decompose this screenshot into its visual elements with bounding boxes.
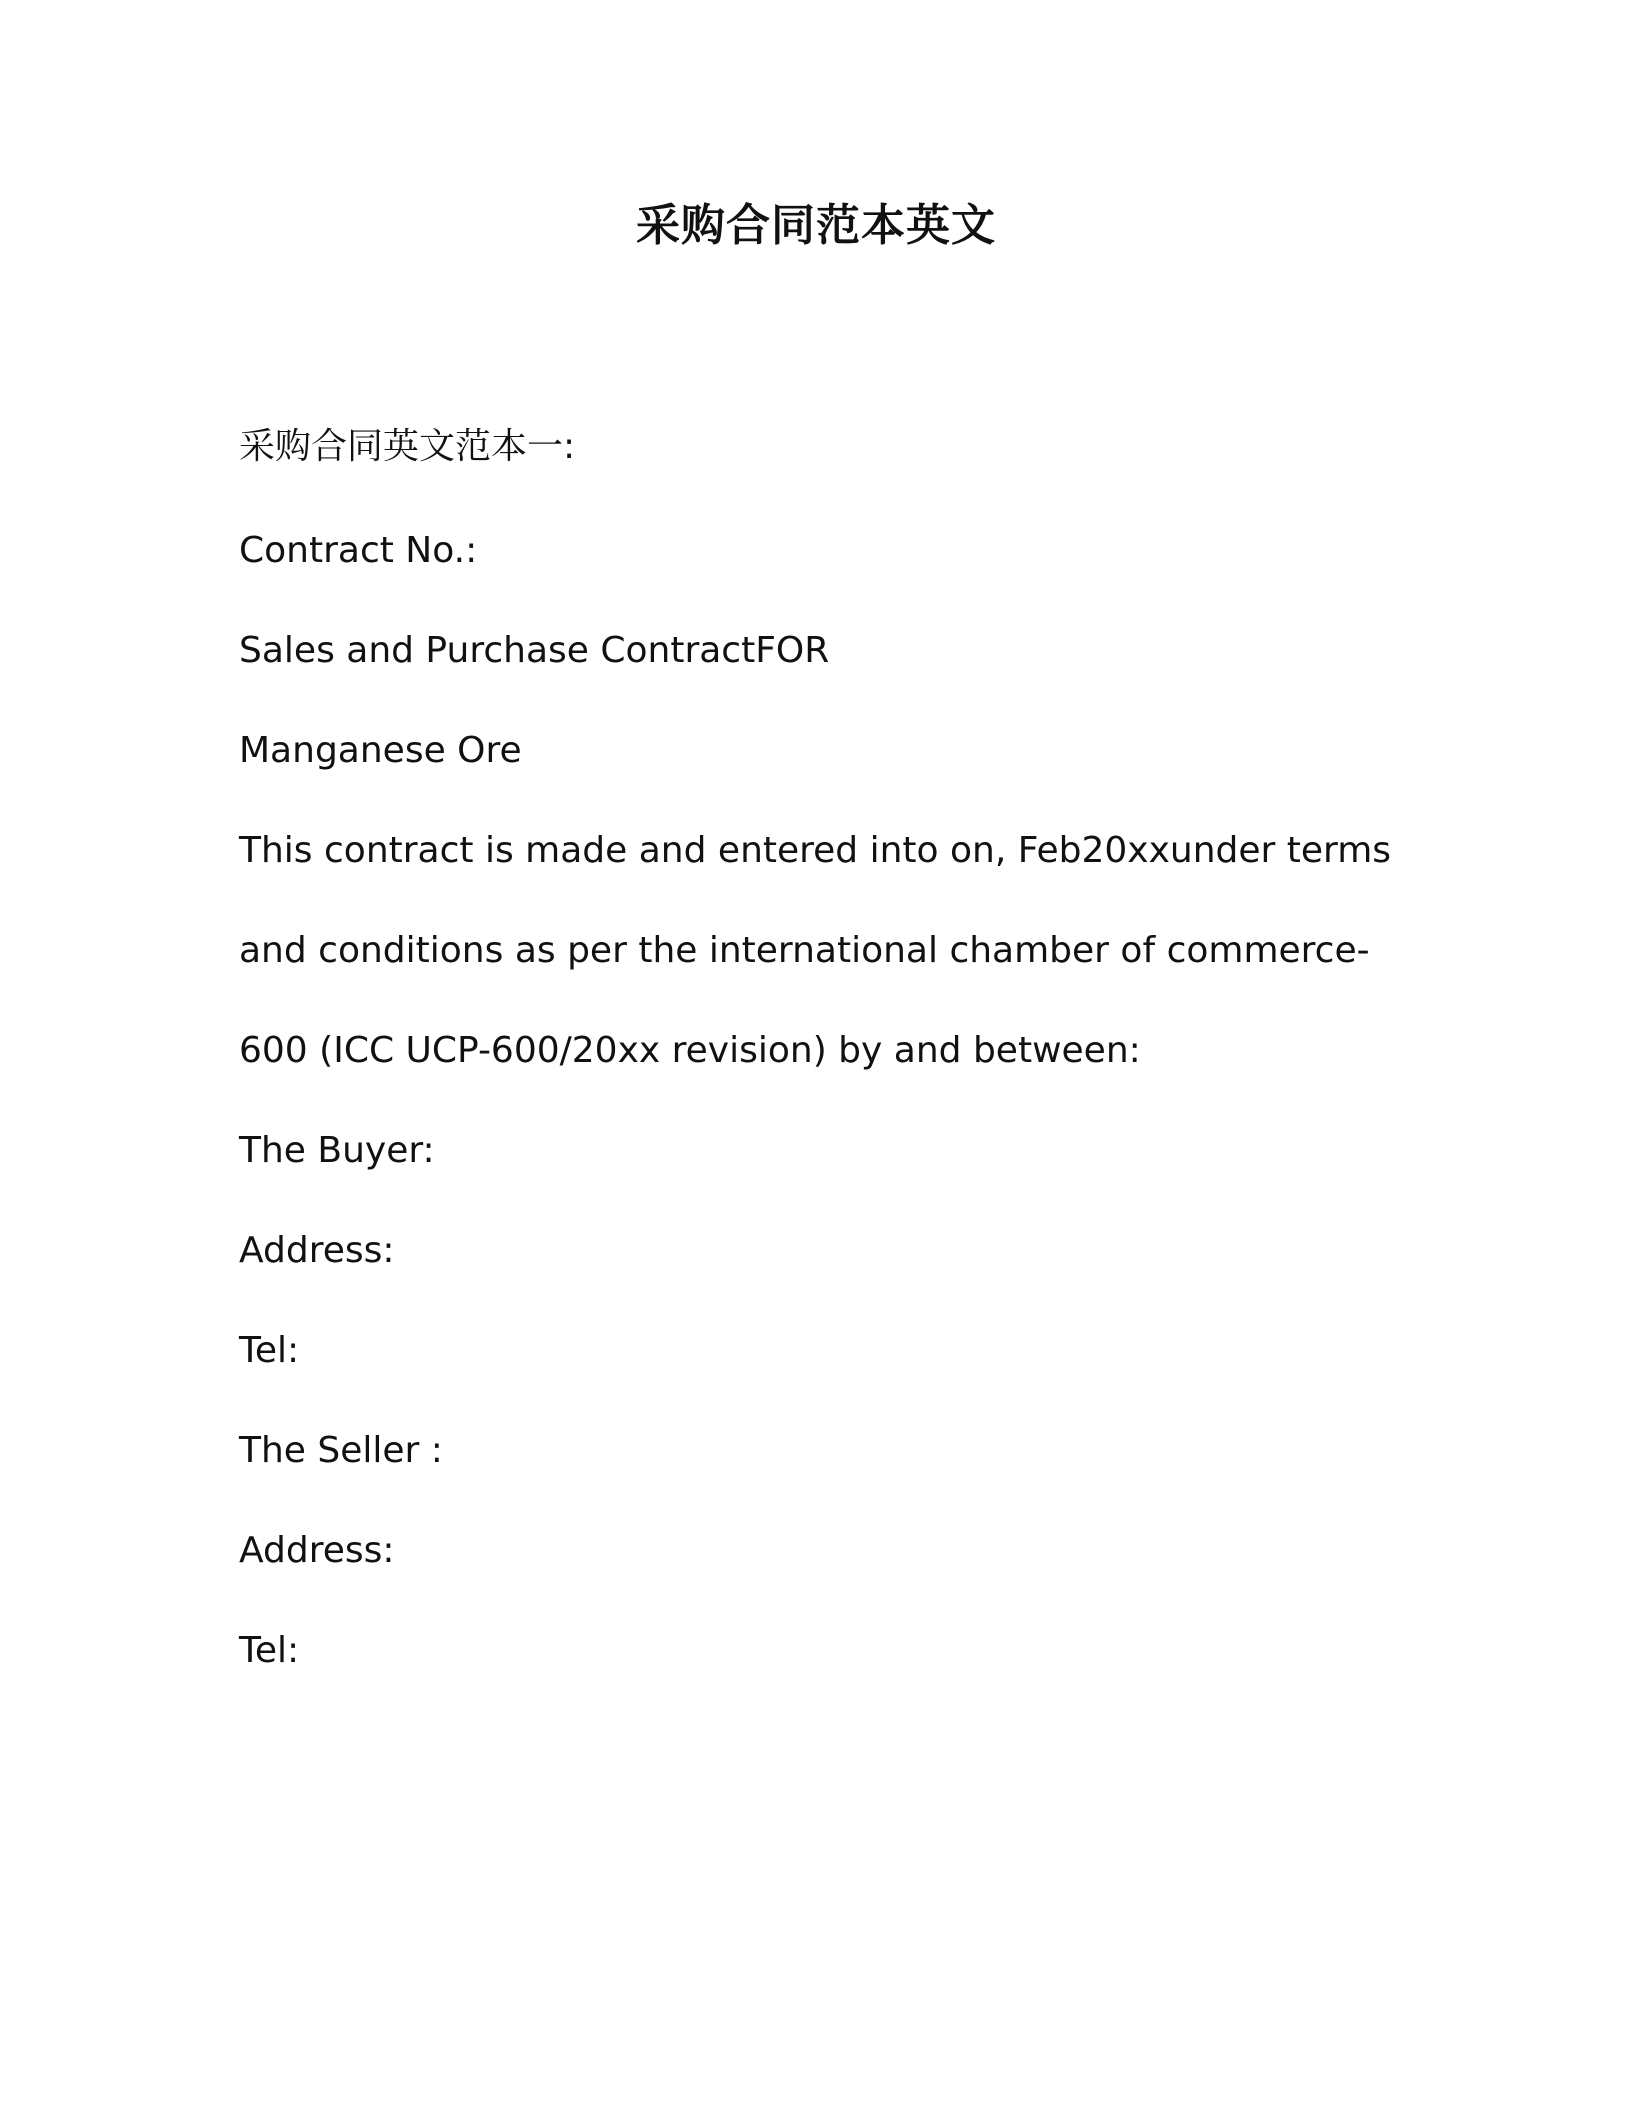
intro-line-2: and conditions as per the international chamber of commerce- bbox=[239, 930, 1370, 971]
seller-tel-label: Tel: bbox=[239, 1630, 300, 1671]
contract-name-line-1: Sales and Purchase ContractFOR bbox=[239, 630, 830, 671]
section-heading: 采购合同英文范本一: bbox=[239, 426, 576, 467]
buyer-tel-label: Tel: bbox=[239, 1330, 300, 1371]
seller-address-label: Address: bbox=[239, 1530, 395, 1571]
document-title: 采购合同范本英文 bbox=[636, 200, 996, 251]
contract-no-label: Contract No.: bbox=[239, 530, 478, 571]
buyer-label: The Buyer: bbox=[239, 1130, 435, 1171]
intro-line-3: 600 (ICC UCP-600/20xx revision) by and between: bbox=[239, 1030, 1141, 1071]
intro-line-1: This contract is made and entered into on, Feb20xxunder terms bbox=[239, 830, 1392, 871]
seller-label: The Seller : bbox=[239, 1430, 443, 1471]
buyer-address-label: Address: bbox=[239, 1230, 395, 1271]
contract-name-line-2: Manganese Ore bbox=[239, 730, 522, 771]
